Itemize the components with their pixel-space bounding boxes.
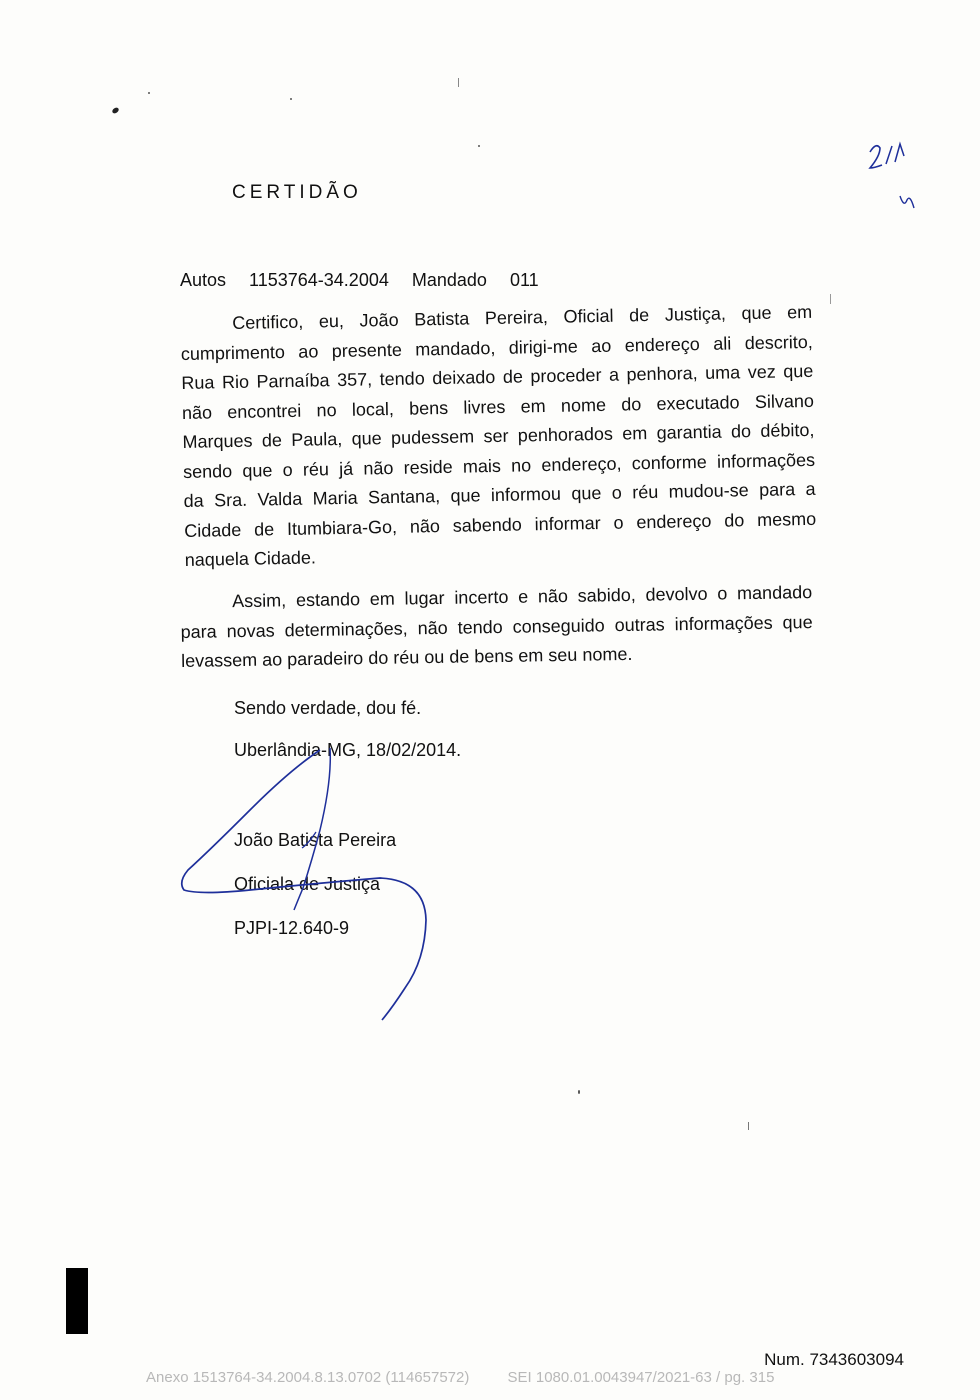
- signer-role: Oficiala de Justiça: [234, 874, 381, 894]
- certification-paragraph: [180, 298, 817, 576]
- signer-name: João Batista Pereira: [234, 830, 397, 850]
- scan-speck: [111, 106, 120, 114]
- autos-number: 1153764-34.2004: [249, 270, 389, 290]
- document-title: CERTIDÃO: [232, 182, 362, 203]
- mandado-label: Mandado: [411, 270, 487, 290]
- scan-black-bar: [66, 1268, 88, 1334]
- paragraph-line: Marques de Paula, que pudessem ser penhorados em garantia do débito,: [182, 419, 815, 452]
- paragraph-line: para novas determinações, não tendo conseguido outras informações que: [180, 611, 813, 642]
- scan-speck: [578, 1090, 580, 1094]
- scan-speck: [290, 98, 292, 100]
- paragraph-line: Rua Rio Parnaíba 357, tendo deixado de proceder a penhora, uma vez que: [181, 360, 814, 393]
- scan-speck: [748, 1122, 749, 1130]
- paragraph-line: sendo que o réu já não reside mais no endereço, conforme informações: [182, 449, 816, 482]
- scan-speck: [148, 92, 150, 94]
- mandado-number: 011: [509, 270, 539, 290]
- paragraph-line: da Sra. Valda Maria Santana, que informou que o réu mudou-se para a: [183, 478, 816, 511]
- paragraph-line: Cidade de Itumbiara-Go, não sabendo informar o endereço do mesmo: [184, 508, 817, 541]
- autos-label: Autos: [180, 270, 227, 290]
- case-reference-line: [180, 270, 553, 291]
- handwritten-signature: [170, 720, 450, 1030]
- paragraph-line: naquela Cidade.: [184, 547, 317, 570]
- signer-registration: PJPI-12.640-9: [234, 918, 350, 938]
- handwritten-margin-note: [862, 138, 932, 218]
- paragraph-line: cumprimento ao presente mandado, dirigi-me ao endereço ali descrito,: [180, 331, 813, 364]
- paragraph-line: Assim, estando em lugar incerto e não sabido, devolvo o mandado: [232, 582, 813, 612]
- document-number: Num. 7343603094: [764, 1350, 904, 1369]
- annex-reference: Anexo 1513764-34.2004.8.13.0702 (114657572): [146, 1369, 470, 1386]
- paragraph-line: não encontrei no local, bens livres em nome do executado Silvano: [181, 390, 815, 423]
- scan-speck: [830, 294, 831, 304]
- return-paragraph: [180, 578, 813, 676]
- place-and-date: Uberlândia-MG, 18/02/2014.: [234, 740, 462, 760]
- paragraph-line: Certifico, eu, João Batista Pereira, Oficial de Justiça, que em: [232, 301, 813, 333]
- scan-speck: [458, 78, 459, 87]
- scan-speck: [478, 145, 480, 147]
- closing-statement: Sendo verdade, dou fé.: [234, 698, 422, 718]
- footer-watermark: [146, 1369, 808, 1386]
- paragraph-line: levassem ao paradeiro do réu ou de bens em seu nome.: [180, 643, 633, 671]
- sei-reference: SEI 1080.01.0043947/2021-63 / pg. 315: [507, 1369, 775, 1386]
